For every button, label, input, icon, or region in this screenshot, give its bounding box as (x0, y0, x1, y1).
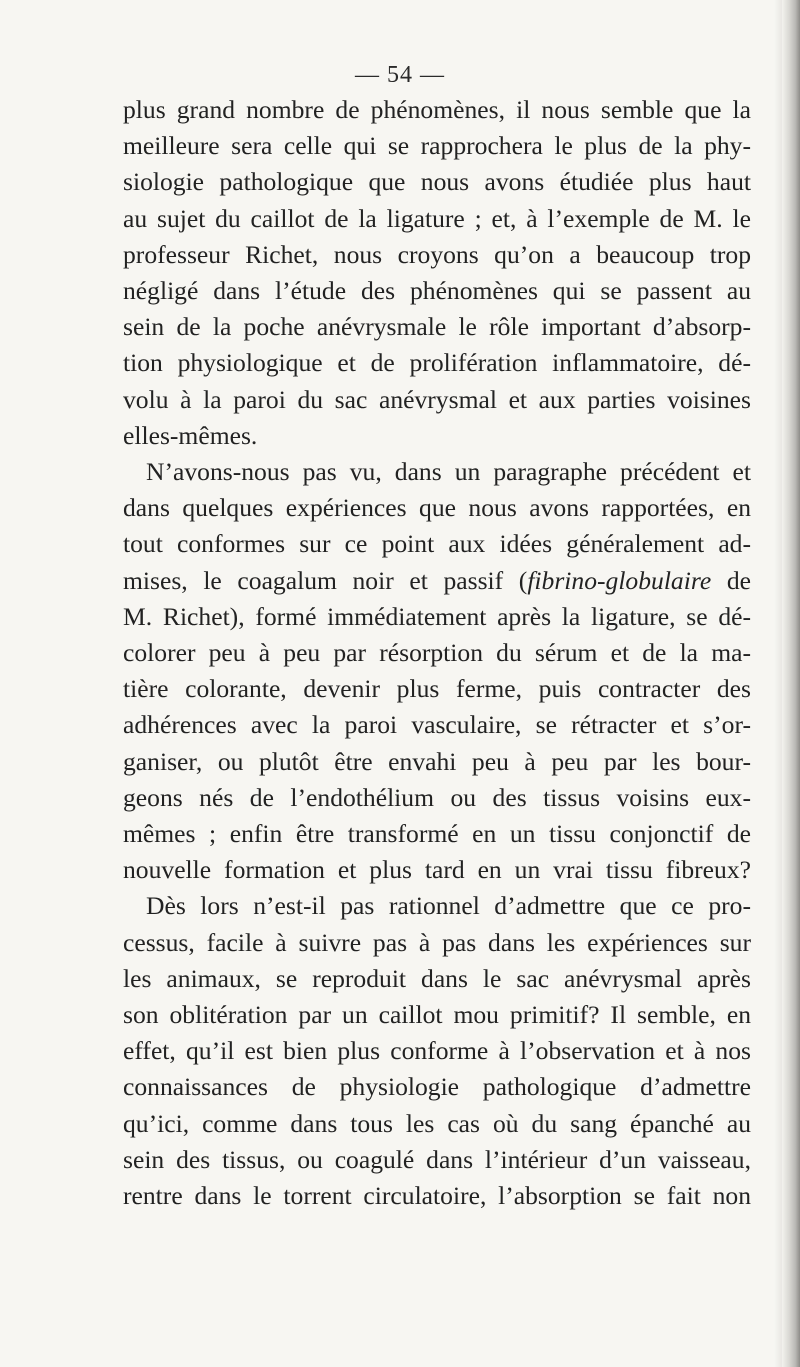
text-line: au sujet du caillot de la ligature ; et, à l’exemple de M. le (123, 203, 751, 233)
paragraph-start-line: N’avons-nous pas vu, dans un paragraphe précédent et (146, 457, 751, 487)
body-text (123, 92, 751, 1214)
text-line: professeur Richet, nous croyons qu’on a beaucoup trop (123, 239, 751, 269)
text-line: négligé dans l’étude des phénomènes qui se passent au (123, 276, 751, 306)
text-line: rentre dans le torrent circulatoire, l’absorption se fait non (123, 1181, 751, 1211)
text-line: son oblitération par un caillot mou primitif? Il semble, en (123, 1000, 751, 1030)
text-line: cessus, facile à suivre pas à pas dans les expériences sur (123, 927, 751, 957)
text-line: qu’ici, comme dans tous les cas où du sang épanché au (123, 1108, 751, 1138)
text-line: sein des tissus, ou coagulé dans l’intérieur d’un vaisseau, (123, 1144, 751, 1174)
text-line: mêmes ; enfin être transformé en un tissu conjonctif de (123, 819, 751, 849)
text-line: geons nés de l’endothélium ou des tissus voisins eux- (123, 782, 751, 812)
page-number: — 54 — (355, 62, 445, 88)
italic-term: fibrino-globulaire (527, 565, 712, 595)
text-line: volu à la paroi du sac anévrysmal et aux parties voisines (123, 384, 751, 414)
text-line: adhérences avec la paroi vasculaire, se rétracter et s’or- (123, 710, 751, 740)
text-line: tout conformes sur ce point aux idées généralement ad- (123, 529, 751, 559)
text-line: tion physiologique et de prolifération inflammatoire, dé- (123, 348, 751, 378)
text-line: dans quelques expériences que nous avons rapportées, en (123, 493, 751, 523)
paragraph-start-line: Dès lors n’est-il pas rationnel d’admettre que ce pro- (146, 891, 751, 921)
text-line: plus grand nombre de phénomènes, il nous semble que la (123, 95, 751, 124)
text-line: ganiser, ou plutôt être envahi peu à peu par les bour- (123, 746, 751, 776)
text-line: les animaux, se reproduit dans le sac anévrysmal après (123, 963, 751, 993)
text-line: colorer peu à peu par résorption du sérum et de la ma- (123, 638, 751, 668)
text-line: meilleure sera celle qui se rapprochera le plus de la phy- (123, 131, 751, 161)
text-line-with-italic (123, 563, 751, 599)
text-line: tière colorante, devenir plus ferme, puis contracter des (123, 674, 751, 704)
text-segment: de (711, 565, 751, 595)
text-line: sein de la poche anévrysmale le rôle important d’absorp- (123, 312, 751, 342)
page-edge-shadow (774, 0, 782, 1367)
text-line: elles-mêmes. (123, 420, 258, 450)
text-line: connaissances de physiologie pathologique d’admettre (123, 1072, 751, 1102)
text-segment: mises, le coagalum noir et passif ( (123, 565, 528, 595)
text-line: M. Richet), formé immédiatement après la ligature, se dé- (123, 601, 751, 631)
text-line: effet, qu’il est bien plus conforme à l’observation et à nos (123, 1036, 751, 1066)
page-right-edge (782, 0, 800, 1367)
text-line: nouvelle formation et plus tard en un vrai tissu fibreux? (123, 855, 751, 885)
text-line: siologie pathologique que nous avons étudiée plus haut (123, 167, 751, 197)
